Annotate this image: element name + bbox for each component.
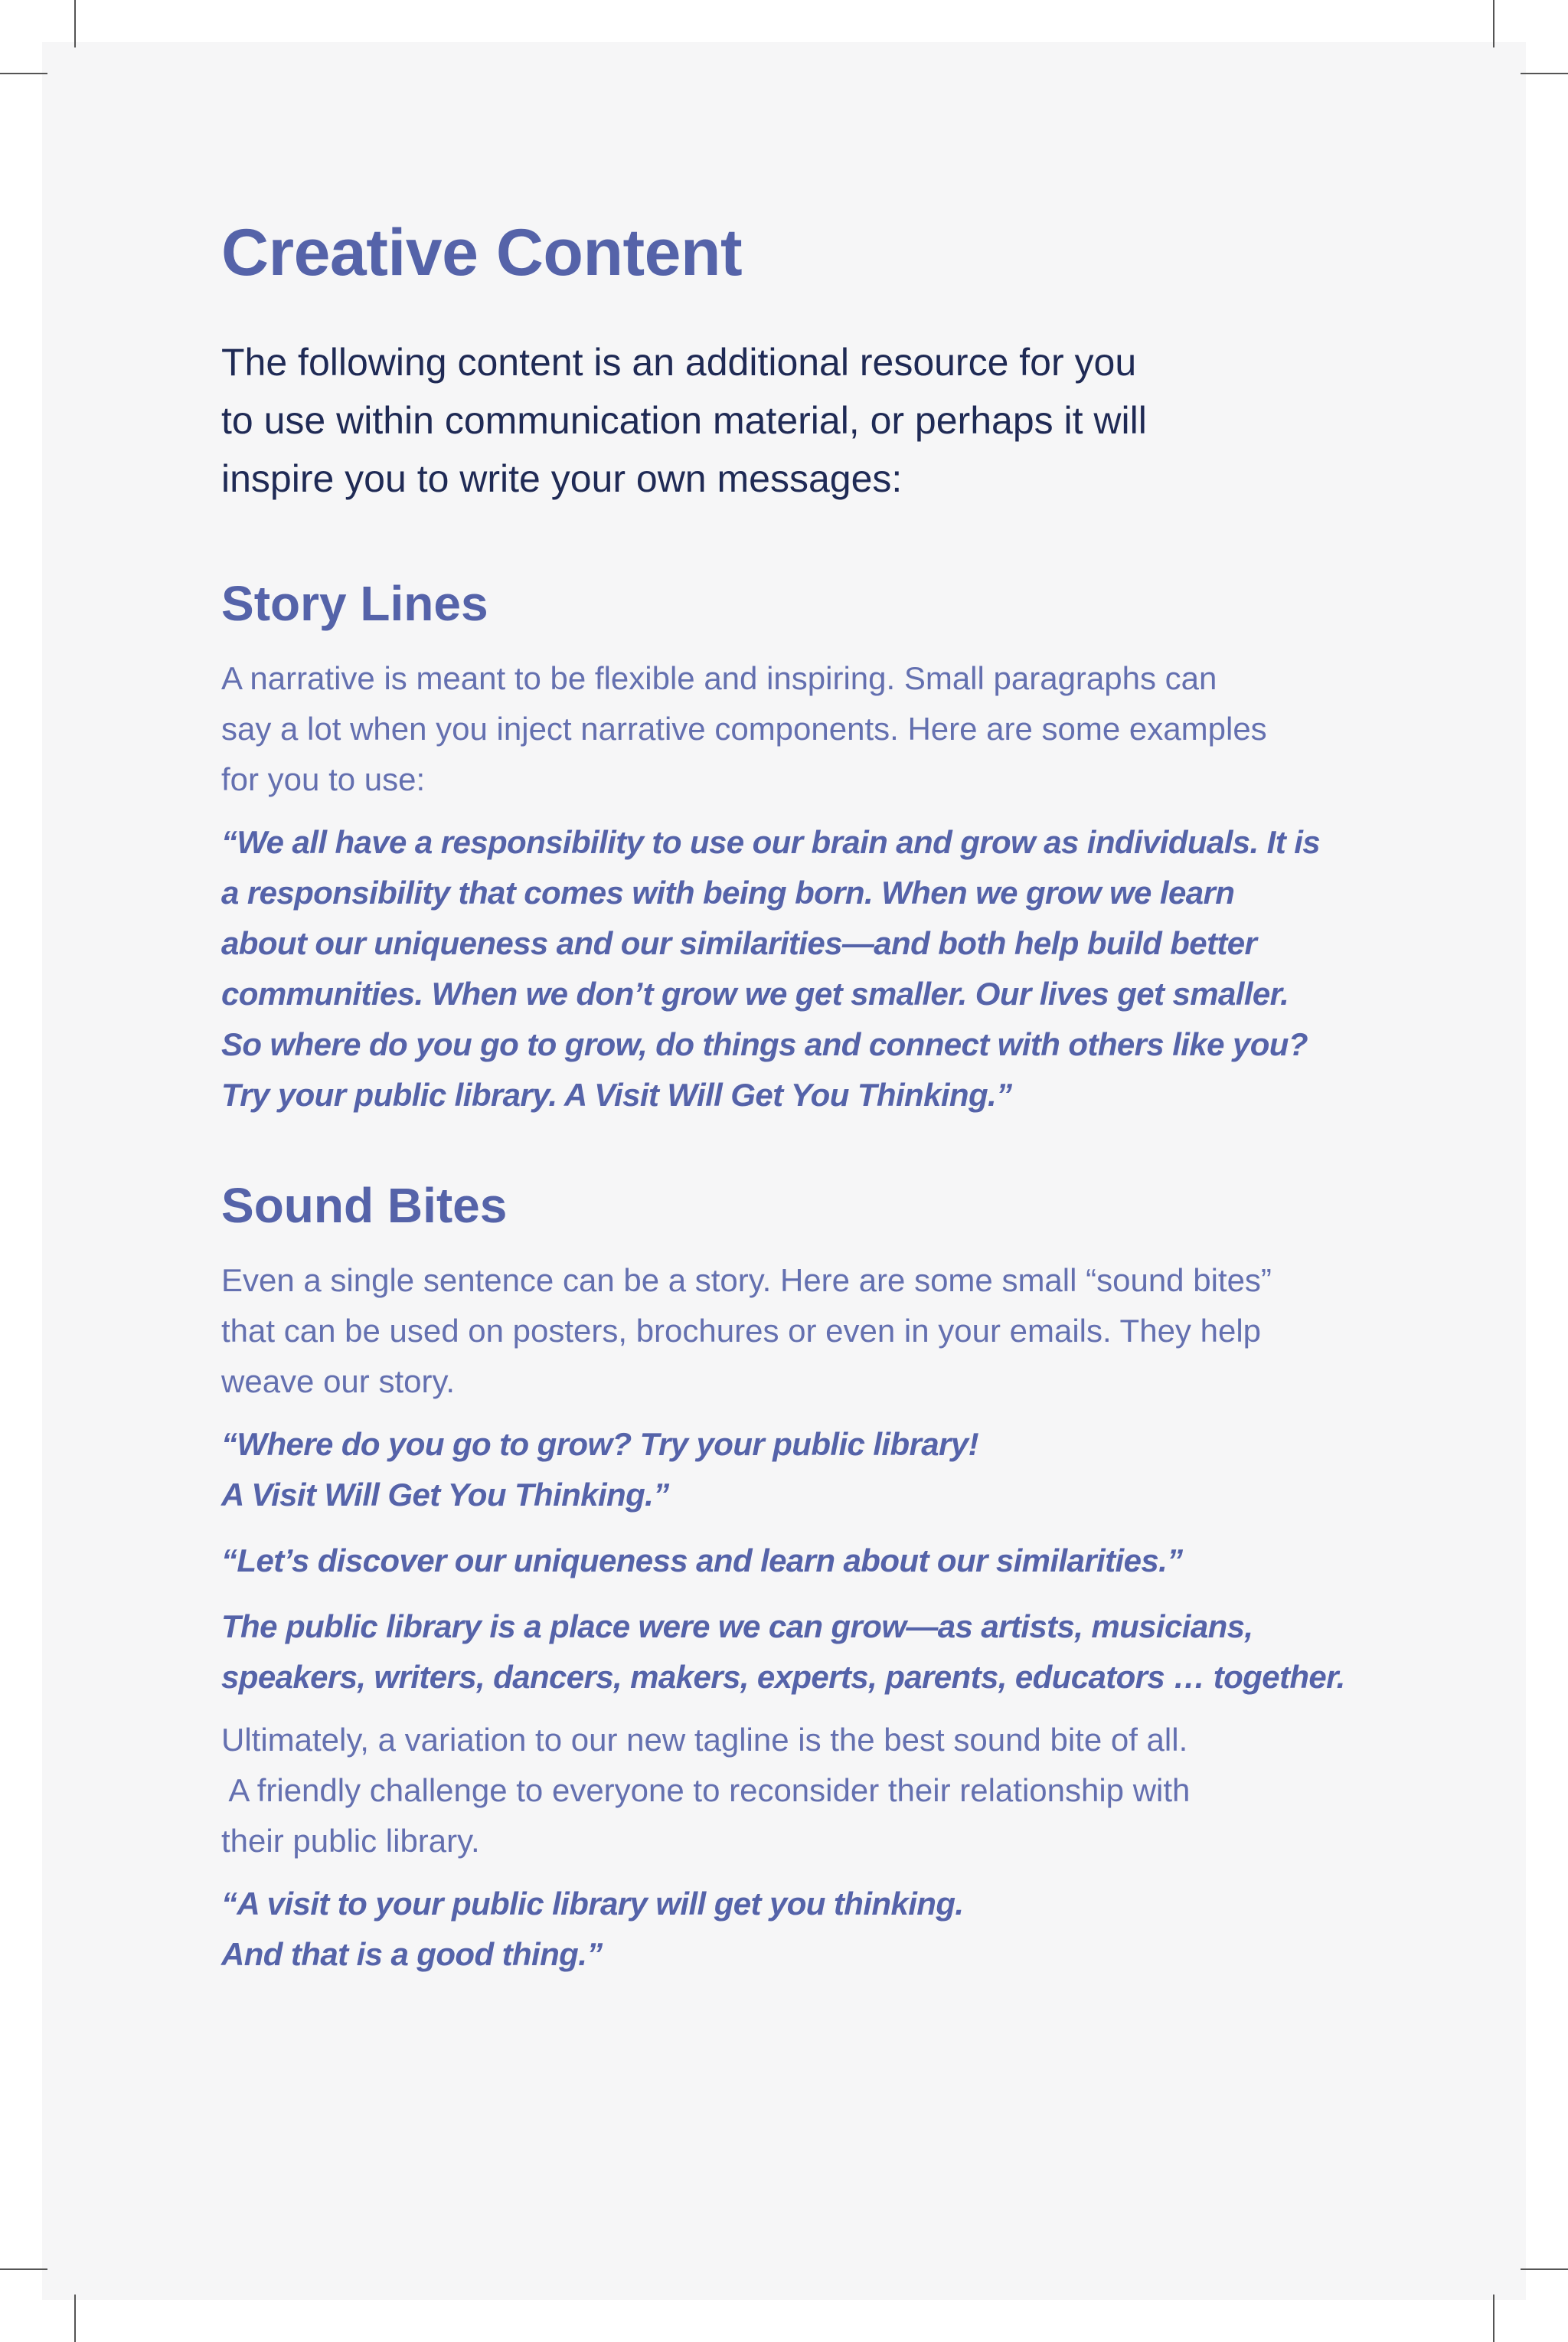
sound-bite-quote-2 xyxy=(221,1536,1370,1586)
body-line: for you to use: xyxy=(221,761,426,797)
body-line: A narrative is meant to be flexible and inspiring. Small paragraphs can xyxy=(221,660,1217,696)
quote-line: The public library is a place were we can grow—as artists, musicians, xyxy=(221,1608,1253,1644)
crop-mark xyxy=(0,2268,47,2270)
sound-bites-body xyxy=(221,1255,1370,1407)
quote-line: A Visit Will Get You Thinking.” xyxy=(221,1477,669,1513)
body-line: their public library. xyxy=(221,1823,480,1859)
intro-line: to use within communication material, or perhaps it will xyxy=(221,399,1147,442)
sound-bite-quote-3 xyxy=(221,1601,1370,1703)
quote-line: So where do you go to grow, do things and connect with others like you? xyxy=(221,1026,1308,1062)
body-line: say a lot when you inject narrative components. Here are some examples xyxy=(221,711,1267,747)
quote-line: “A visit to your public library will get you thinking. xyxy=(221,1886,964,1922)
sound-bite-quote-4 xyxy=(221,1879,1370,1980)
sound-bites-heading: Sound Bites xyxy=(221,1178,508,1233)
body-line: that can be used on posters, brochures or even in your emails. They help xyxy=(221,1313,1262,1349)
quote-line: “We all have a responsibility to use our brain and grow as individuals. It is xyxy=(221,824,1321,860)
story-lines-quote xyxy=(221,817,1370,1120)
intro-line: inspire you to write your own messages: xyxy=(221,457,903,500)
quote-line: communities. When we don’t grow we get smaller. Our lives get smaller. xyxy=(221,976,1289,1012)
quote-line: Try your public library. A Visit Will Get You Thinking.” xyxy=(221,1077,1012,1113)
quote-line: a responsibility that comes with being born. When we grow we learn xyxy=(221,875,1235,911)
quote-line: “Let’s discover our uniqueness and learn about our similarities.” xyxy=(221,1542,1183,1578)
intro-paragraph xyxy=(221,333,1232,508)
crop-mark xyxy=(1493,0,1494,47)
sound-bite-quote-1 xyxy=(221,1419,1370,1520)
crop-mark xyxy=(1521,73,1568,74)
crop-mark xyxy=(74,2295,76,2342)
quote-line: And that is a good thing.” xyxy=(221,1936,603,1972)
body-line: Even a single sentence can be a story. Here are some small “sound bites” xyxy=(221,1262,1272,1298)
intro-line: The following content is an additional resource for you xyxy=(221,341,1137,384)
body-line: Ultimately, a variation to our new tagline is the best sound bite of all. xyxy=(221,1722,1188,1758)
page-content xyxy=(221,211,1370,1980)
crop-mark xyxy=(1521,2268,1568,2270)
story-lines-body xyxy=(221,653,1370,805)
body-line: weave our story. xyxy=(221,1363,456,1399)
sound-bites-body-2 xyxy=(221,1715,1370,1866)
quote-line: about our uniqueness and our similarities—and both help build better xyxy=(221,925,1257,961)
crop-mark xyxy=(1493,2295,1494,2342)
page-title: Creative Content xyxy=(221,216,743,289)
story-lines-heading: Story Lines xyxy=(221,576,488,631)
crop-mark xyxy=(74,0,76,47)
crop-mark xyxy=(0,73,47,74)
quote-line: speakers, writers, dancers, makers, experts, parents, educators … together. xyxy=(221,1659,1345,1695)
body-line: A friendly challenge to everyone to reconsider their relationship with xyxy=(221,1772,1191,1808)
quote-line: “Where do you go to grow? Try your public library! xyxy=(221,1426,978,1462)
